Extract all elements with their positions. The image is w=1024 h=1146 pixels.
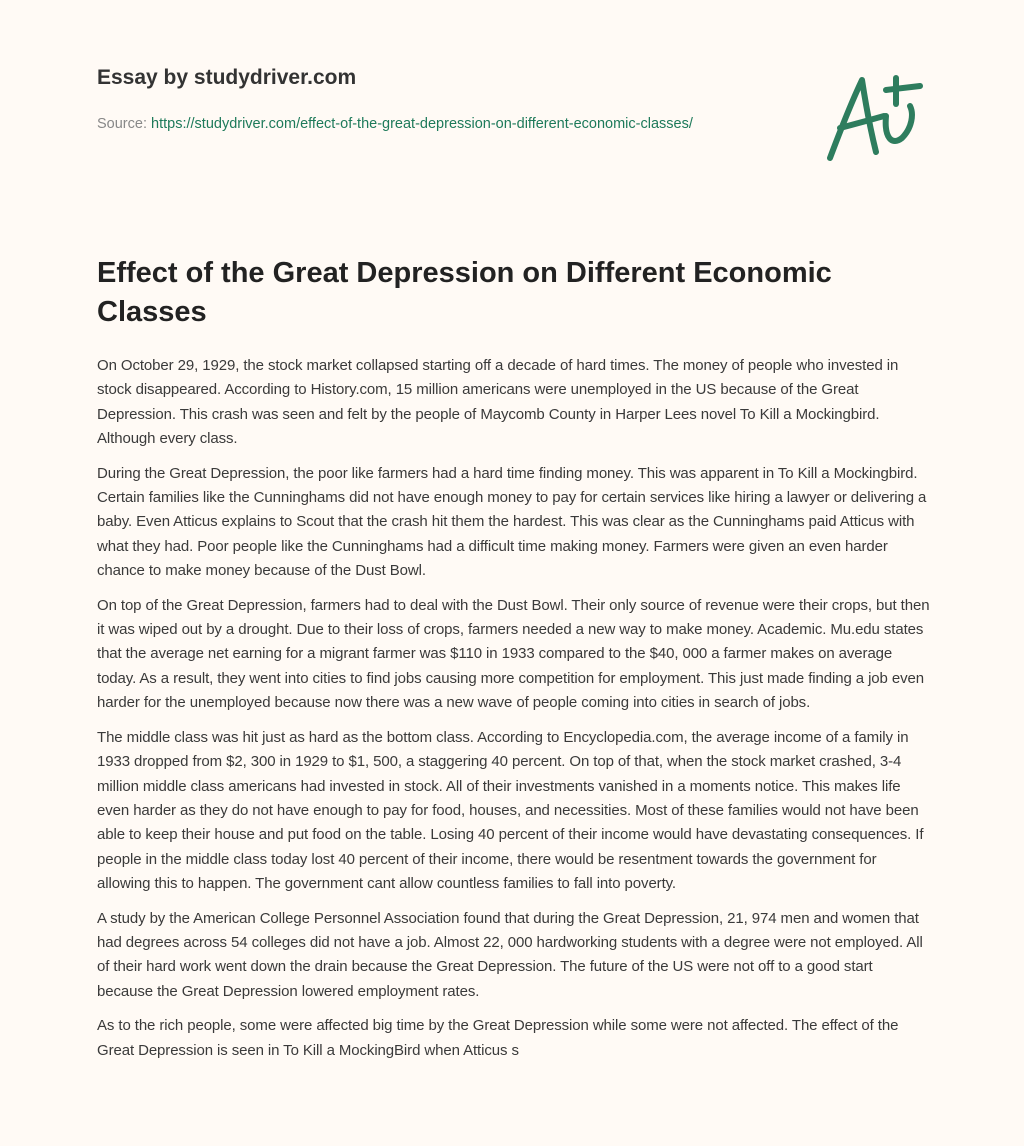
essay-paragraph: As to the rich people, some were affected big time by the Great Depression while some were not affected. The effect of the Great Depression is seen in To Kill a MockingBird when Atticus s	[97, 1017, 899, 1059]
source-line	[97, 112, 737, 136]
essay-paragraph: On top of the Great Depression, farmers had to deal with the Dust Bowl. Their only source of revenue were their crops, but then it was wiped out by a drought. Due to their loss of crops, farmers needed a new way to make money. Academic. Mu.edu states that the average net earning for a migrant farmer was $110 in 1933 compared to the $40, 000 a farmer makes on average today. As a result, they went into cities to find jobs causing more competition for employment. This just made finding a job even harder for the unemployed because now there was a new wave of people coming into cities in search of jobs.	[97, 596, 930, 712]
source-label: Source:	[97, 116, 147, 132]
essay-paragraph: A study by the American College Personnel Association found that during the Great Depression, 21, 974 men and women that had degrees across 54 colleges did not have a job. Almost 22, 000 hardworking students with a degree were not employed. All of their hard work went down the drain because the Great Depression. The future of the US were not off to a good start because the Great Depression lowered employment rates.	[97, 909, 923, 1000]
essay-body	[97, 354, 931, 1073]
source-link[interactable]: https://studydriver.com/effect-of-the-great-depression-on-different-economic-classes/	[151, 116, 693, 132]
essay-paragraph: The middle class was hit just as hard as the bottom class. According to Encyclopedia.com, the average income of a family in 1933 dropped from $2, 300 in 1929 to $1, 500, a staggering 40 percent. On top of that, when the stock market crashed, 3-4 million middle class americans had invested in stock. All of their investments vanished in a moments notice. This makes life even harder as they do not have enough to pay for food, houses, and necessities. Most of these families would not have been able to keep their house and put food on the table. Losing 40 percent of their income would have devastating consequences. If people in the middle class today lost 40 percent of their income, there would be resentment towards the government for allowing this to happen. The government cant allow countless families to fall into poverty.	[97, 728, 924, 893]
site-brand: Essay by studydriver.com	[97, 66, 357, 89]
essay-paragraph: On October 29, 1929, the stock market collapsed starting off a decade of hard times. The money of people who invested in stock disappeared. According to History.com, 15 million americans were unemployed in the US because of the Great Depression. This crash was seen and felt by the people of Maycomb County in Harper Lees novel To Kill a Mockingbird. Although every class.	[97, 357, 899, 448]
page-header	[0, 0, 1024, 220]
a-plus-logo-icon	[820, 66, 930, 166]
essay-paragraph: During the Great Depression, the poor like farmers had a hard time finding money. This was apparent in To Kill a Mockingbird. Certain families like the Cunninghams did not have enough money to pay for certain services like hiring a lawyer or delivering a baby. Even Atticus explains to Scout that the crash hit them the hardest. This was clear as the Cunninghams paid Atticus with what they had. Poor people like the Cunninghams had a difficult time making money. Farmers were given an even harder chance to make money because of the Dust Bowl.	[97, 464, 927, 580]
essay-title: Effect of the Great Depression on Different Economic Classes	[97, 257, 832, 328]
